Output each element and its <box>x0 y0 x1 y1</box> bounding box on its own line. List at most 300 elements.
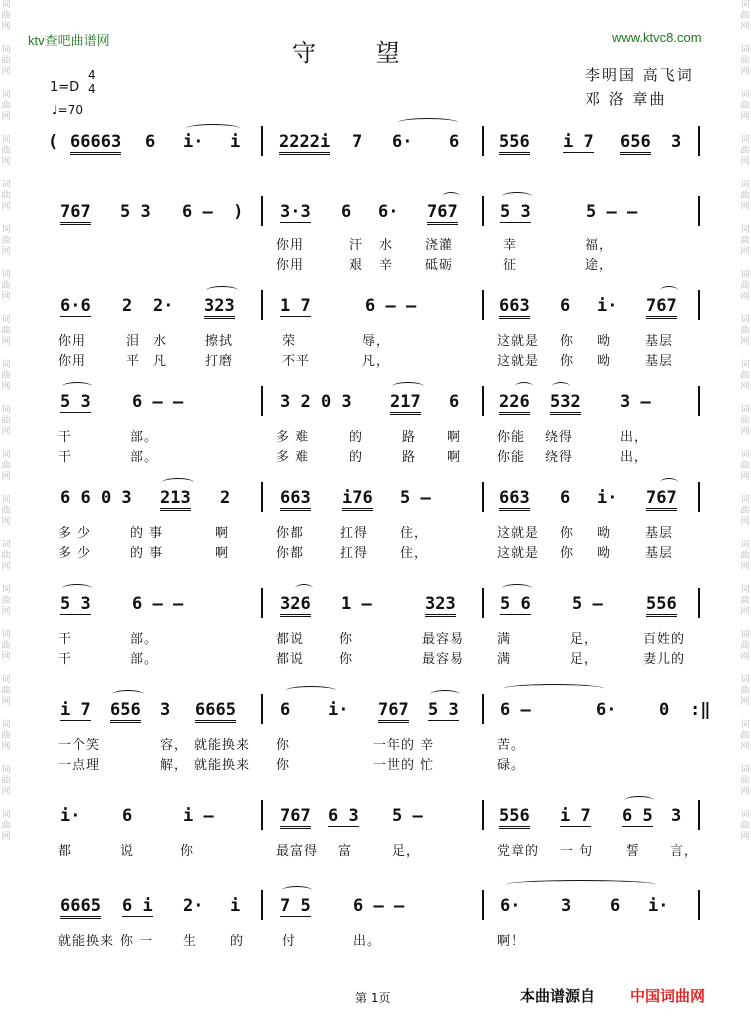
watermark-char: 网 <box>740 832 750 842</box>
watermark-char: 词 <box>740 630 750 640</box>
watermark-char: 曲 <box>740 686 750 696</box>
note-group: i 7 <box>560 806 591 826</box>
note-group: 6·6 <box>60 296 91 316</box>
lyric-2: 平 <box>126 354 141 369</box>
watermark-char: 曲 <box>740 236 750 246</box>
lyric-2: 部。 <box>130 450 159 465</box>
lyric-2: 不平 <box>282 354 311 369</box>
staff-row-8 <box>0 796 751 858</box>
note-group: 6 <box>560 296 571 316</box>
watermark-char: 词 <box>740 405 750 415</box>
tie-arc <box>552 382 570 391</box>
note-group: 2 <box>220 488 231 508</box>
note-group: 532 <box>550 392 581 415</box>
lyric-1: 辱， <box>362 334 391 349</box>
lyric-1: 就能换来 <box>58 934 115 949</box>
tie-arc <box>660 478 678 487</box>
composer-credit: 邓 洛 章曲 <box>585 90 667 108</box>
lyric-1: 付 <box>282 934 297 949</box>
watermark-char: 网 <box>1 157 11 167</box>
lyric-1: 多 少 <box>58 526 92 541</box>
watermark-char: 网 <box>1 22 11 32</box>
bar-line <box>698 196 700 226</box>
lyric-1: 苦。 <box>497 738 526 753</box>
lyric-1: 最富得 <box>276 844 319 859</box>
lyric-1: 的 事 <box>130 526 164 541</box>
watermark-char: 词 <box>1 315 11 325</box>
watermark-char: 词 <box>740 360 750 370</box>
lyric-1: 水 <box>379 238 394 253</box>
lyric-1: 都说 <box>276 632 305 647</box>
lyric-1: 足， <box>570 632 599 647</box>
note-group: 3 – <box>620 392 651 412</box>
tie-arc <box>112 690 144 699</box>
lyric-2: 你 <box>560 354 575 369</box>
lyric-1: 你 <box>180 844 195 859</box>
tie-arc <box>660 286 678 295</box>
bar-line <box>482 694 484 724</box>
note-group: 663 <box>499 488 530 511</box>
note-group: 1 – <box>341 594 372 614</box>
watermark-char: 曲 <box>740 281 750 291</box>
lyric-2: 凡 <box>153 354 168 369</box>
lyric-2: 你用 <box>58 354 87 369</box>
lyric-1: 一个笑 <box>58 738 101 753</box>
note-group: 556 <box>499 806 530 829</box>
watermark-char: 网 <box>740 697 750 707</box>
note-group: 6 <box>449 132 460 152</box>
watermark-char: 网 <box>740 607 750 617</box>
watermark-char: 词 <box>740 585 750 595</box>
lyric-1: 基层 <box>645 334 674 349</box>
watermark-char: 词 <box>740 135 750 145</box>
note-group: i76 <box>342 488 373 511</box>
lyric-1: 足， <box>392 844 421 859</box>
watermark-char: 曲 <box>740 821 750 831</box>
note-group: 6 – – <box>353 896 405 916</box>
watermark-char: 网 <box>1 67 11 77</box>
tie-arc <box>502 584 532 593</box>
lyric-1: 这就是 <box>497 334 540 349</box>
lyric-1: 啊 <box>447 430 462 445</box>
watermark-char: 网 <box>740 787 750 797</box>
watermark-char: 网 <box>740 337 750 347</box>
note-group: 2· <box>153 296 174 316</box>
watermark-char: 词 <box>740 270 750 280</box>
page-number: 第 1页 <box>355 991 391 1005</box>
note-group: i· <box>60 806 81 826</box>
bar-line <box>482 800 484 830</box>
lyric-1: 干 <box>58 430 73 445</box>
lyric-1: 一 句 <box>560 844 594 859</box>
site-name-left: ktv查吧曲谱网 <box>28 33 110 48</box>
lyric-1: 多 难 <box>276 430 310 445</box>
note-group: 663 <box>280 488 311 511</box>
staff-row-7 <box>0 690 751 773</box>
watermark-char: 曲 <box>740 416 750 426</box>
note-group: 767 <box>378 700 409 723</box>
watermark-char: 词 <box>1 450 11 460</box>
tie-arc <box>442 192 460 201</box>
watermark-char: 曲 <box>740 56 750 66</box>
note-group: 7 <box>352 132 363 152</box>
note-group: 6 3 <box>328 806 359 826</box>
lyric-1: 路 <box>402 430 417 445</box>
note-group: 767 <box>280 806 311 829</box>
time-signature-bottom: 4 <box>88 82 96 96</box>
staff-row-9 <box>0 886 751 948</box>
watermark-char: 曲 <box>1 191 11 201</box>
bar-line <box>698 800 700 830</box>
bar-line <box>482 482 484 512</box>
lyric-2: 部。 <box>130 652 159 667</box>
lyric-1: 容， <box>160 738 189 753</box>
bar-line <box>261 290 263 320</box>
bar-line <box>261 482 263 512</box>
watermark-char: 词 <box>740 720 750 730</box>
lyric-2: 途， <box>585 258 614 273</box>
watermark-char: 词 <box>740 540 750 550</box>
bar-line <box>482 126 484 156</box>
watermark-char: 词 <box>740 765 750 775</box>
lyric-2: 干 <box>58 652 73 667</box>
note-group: 6 – – <box>132 392 184 412</box>
lyric-1: 言， <box>670 844 699 859</box>
lyric-1: 党章的 <box>497 844 540 859</box>
watermark-char: 词 <box>1 270 11 280</box>
lyric-2: 你 <box>339 652 354 667</box>
time-signature-top: 4 <box>88 68 96 82</box>
staff-row-3 <box>0 286 751 369</box>
watermark-char: 词 <box>740 90 750 100</box>
lyric-1: 出， <box>620 430 649 445</box>
note-group: 5 – <box>392 806 423 826</box>
watermark-char: 曲 <box>740 461 750 471</box>
note-group: 66663 <box>70 132 121 155</box>
lyric-1: 你 <box>560 526 575 541</box>
bar-line <box>261 588 263 618</box>
note-group: 2· <box>183 896 204 916</box>
lyric-1: 呦 <box>597 334 612 349</box>
watermark-char: 网 <box>740 382 750 392</box>
watermark-char: 曲 <box>1 821 11 831</box>
watermark-char: 网 <box>1 292 11 302</box>
note-group: 6 – – <box>132 594 184 614</box>
watermark-char: 词 <box>1 585 11 595</box>
staff-row-1 <box>0 120 751 182</box>
lyric-2: 呦 <box>597 546 612 561</box>
watermark-char: 曲 <box>1 11 11 21</box>
lyric-1: 富 <box>338 844 353 859</box>
note-group: 6 <box>341 202 352 222</box>
watermark-char: 曲 <box>740 101 750 111</box>
watermark-char: 曲 <box>1 146 11 156</box>
staff-row-4 <box>0 382 751 465</box>
lyric-2: 征 <box>503 258 518 273</box>
lyric-2: 这就是 <box>497 354 540 369</box>
lyric-2: 你能 <box>497 450 526 465</box>
lyric-1: 福， <box>585 238 614 253</box>
lyric-2: 你都 <box>276 546 305 561</box>
note-group: 556 <box>499 132 530 155</box>
watermark-char: 词 <box>1 405 11 415</box>
lyric-1: 都 <box>58 844 73 859</box>
bar-line <box>261 386 263 416</box>
bar-line <box>698 890 700 920</box>
note-group: 1 7 <box>280 296 311 316</box>
note-group: i <box>230 896 241 916</box>
watermark-char: 网 <box>1 652 11 662</box>
note-group: 6 <box>610 896 621 916</box>
watermark-char: 网 <box>1 427 11 437</box>
tie-arc <box>162 478 194 487</box>
note-group: i· <box>183 132 204 152</box>
staff-row-5 <box>0 478 751 561</box>
lyric-2: 一点理 <box>58 758 101 773</box>
watermark-char: 曲 <box>1 596 11 606</box>
lyric-1: 你 <box>339 632 354 647</box>
staff-row-6 <box>0 584 751 667</box>
watermark-char: 词 <box>740 225 750 235</box>
note-group: 213 <box>160 488 191 511</box>
note-group: 323 <box>425 594 456 617</box>
lyric-2: 打磨 <box>205 354 234 369</box>
bar-line <box>482 386 484 416</box>
watermark-char: 网 <box>1 112 11 122</box>
tempo-mark: ♩=70 <box>52 103 83 117</box>
note-group: i· <box>597 488 618 508</box>
watermark-char: 网 <box>740 652 750 662</box>
note-group: 556 <box>646 594 677 617</box>
note-group: i 7 <box>563 132 594 152</box>
lyric-1: 百姓的 <box>643 632 686 647</box>
watermark-char: 词 <box>740 180 750 190</box>
watermark-char: 词 <box>1 765 11 775</box>
watermark-char: 曲 <box>1 101 11 111</box>
note-group: i 7 <box>60 700 91 720</box>
note-group: 3·3 <box>280 202 311 222</box>
source-label: 本曲谱源自 <box>520 987 596 1005</box>
lyric-2: 呦 <box>597 354 612 369</box>
lyric-1: 绕得 <box>545 430 574 445</box>
watermark-char: 曲 <box>740 191 750 201</box>
note-group: 5 – – <box>586 202 638 222</box>
watermark-char: 词 <box>740 45 750 55</box>
tie-arc <box>624 796 654 805</box>
note-group: 5 3 <box>60 392 91 412</box>
bar-line <box>261 126 263 156</box>
bar-line <box>261 800 263 830</box>
note-group: 217 <box>390 392 421 415</box>
tie-arc <box>392 382 424 391</box>
note-group: 6· <box>378 202 399 222</box>
note-group: 5 3 <box>60 594 91 614</box>
lyric-1: 干 <box>58 632 73 647</box>
watermark-char: 曲 <box>740 371 750 381</box>
watermark-char: 网 <box>1 787 11 797</box>
lyric-1: 住， <box>400 526 429 541</box>
watermark-char: 曲 <box>1 641 11 651</box>
lyric-1: 你 <box>276 738 291 753</box>
watermark-char: 曲 <box>740 731 750 741</box>
note-group: 767 <box>646 488 677 511</box>
lyric-1: 你 <box>560 334 575 349</box>
watermark-char: 网 <box>740 157 750 167</box>
note-group: 5 – <box>400 488 431 508</box>
lyric-2: 你 <box>276 758 291 773</box>
watermark-char: 词 <box>1 630 11 640</box>
note-group: 6 <box>560 488 571 508</box>
lyric-1: 生 <box>183 934 198 949</box>
bar-line <box>482 890 484 920</box>
lyric-1: 说 <box>120 844 135 859</box>
watermark-char: 曲 <box>1 326 11 336</box>
note-group: 6 – ) <box>182 202 244 222</box>
note-group: i· <box>597 296 618 316</box>
watermark-char: 网 <box>1 472 11 482</box>
watermark-char: 词 <box>1 360 11 370</box>
lyric-1: 的 <box>230 934 245 949</box>
watermark-char: 网 <box>740 562 750 572</box>
bar-line <box>698 290 700 320</box>
watermark-char: 词 <box>740 315 750 325</box>
watermark-char: 曲 <box>1 461 11 471</box>
watermark-char: 曲 <box>1 551 11 561</box>
lyric-2: 的 <box>349 450 364 465</box>
note-group: 6 <box>280 700 291 720</box>
watermark-char: 网 <box>740 247 750 257</box>
tie-arc <box>62 382 92 391</box>
watermark-char: 曲 <box>740 146 750 156</box>
bar-line <box>261 890 263 920</box>
note-group: 767 <box>427 202 458 225</box>
lyric-2: 解， <box>160 758 189 773</box>
bar-line <box>261 196 263 226</box>
watermark-char: 网 <box>1 202 11 212</box>
watermark-char: 词 <box>740 495 750 505</box>
lyric-2: 啊 <box>447 450 462 465</box>
note-group: 6 <box>122 806 133 826</box>
watermark-char: 曲 <box>740 776 750 786</box>
watermark-char: 网 <box>1 382 11 392</box>
watermark-char: 曲 <box>740 11 750 21</box>
note-group: i· <box>328 700 349 720</box>
watermark-char: 网 <box>740 742 750 752</box>
lyric-2: 足， <box>570 652 599 667</box>
watermark-char: 网 <box>1 832 11 842</box>
bar-line <box>482 196 484 226</box>
site-url-right: www.ktvc8.com <box>612 30 702 45</box>
lyric-1: 这就是 <box>497 526 540 541</box>
lyric-1: 浇灌 <box>425 238 454 253</box>
lyric-1: 水 <box>153 334 168 349</box>
note-group: 3 2 0 3 <box>280 392 352 412</box>
lyric-2: 干 <box>58 450 73 465</box>
watermark-char: 网 <box>740 202 750 212</box>
lyric-2: 多 难 <box>276 450 310 465</box>
note-group: 6· <box>596 700 617 720</box>
note-group: 7 5 <box>280 896 311 916</box>
note-group: 5 3 <box>500 202 531 222</box>
note-group: 3 <box>160 700 171 720</box>
lyric-1: 擦拭 <box>205 334 234 349</box>
staff-row-2 <box>0 190 751 273</box>
lyric-2: 你 <box>560 546 575 561</box>
watermark-char: 曲 <box>740 551 750 561</box>
lyric-1: 你都 <box>276 526 305 541</box>
note-group: 6 5 <box>622 806 653 826</box>
tie-arc <box>430 690 460 699</box>
bar-line <box>698 386 700 416</box>
watermark-char: 曲 <box>740 506 750 516</box>
bar-line <box>261 694 263 724</box>
watermark-char: 网 <box>740 517 750 527</box>
tie-arc <box>295 584 313 593</box>
tie-arc <box>186 124 240 133</box>
lyric-2: 满 <box>497 652 512 667</box>
note-group: 656 <box>110 700 141 723</box>
watermark-char: 网 <box>1 607 11 617</box>
watermark-char: 曲 <box>1 416 11 426</box>
watermark-char: 词 <box>1 540 11 550</box>
tie-arc <box>506 880 656 889</box>
lyric-1: 部。 <box>130 430 159 445</box>
note-group: 6 – <box>500 700 531 720</box>
note-group: 326 <box>280 594 311 617</box>
key-signature: 1=D <box>50 80 80 95</box>
watermark-char: 网 <box>1 697 11 707</box>
note-group: 6· <box>392 132 413 152</box>
watermark-char: 曲 <box>1 371 11 381</box>
note-group: 663 <box>499 296 530 319</box>
note-group: 6 <box>449 392 460 412</box>
lyric-1: 誓 <box>626 844 641 859</box>
lyric-1: 汗 <box>349 238 364 253</box>
tie-arc <box>398 118 458 127</box>
watermark-char: 词 <box>1 90 11 100</box>
lyric-1: 啊 <box>215 526 230 541</box>
note-group: 5 3 <box>120 202 151 222</box>
lyric-2: 基层 <box>645 546 674 561</box>
watermark-char: 网 <box>740 472 750 482</box>
lyricist-credit: 李明国 高飞词 <box>585 66 694 84</box>
lyric-1: 呦 <box>597 526 612 541</box>
lyric-1: 出。 <box>353 934 382 949</box>
note-group: 6 <box>145 132 156 152</box>
lyric-1: 荣 <box>282 334 297 349</box>
lyric-1: 你用 <box>276 238 305 253</box>
watermark-char: 词 <box>1 720 11 730</box>
note-group: i – <box>183 806 214 826</box>
note-group: 656 <box>620 132 651 155</box>
note-group: 6· <box>500 896 521 916</box>
lyric-1: 幸 <box>503 238 518 253</box>
tie-arc <box>62 584 92 593</box>
note-group: 6665 <box>60 896 101 919</box>
note-group: ( <box>48 132 59 152</box>
watermark-char: 网 <box>1 337 11 347</box>
lyric-2: 的 事 <box>130 546 164 561</box>
watermark-char: 曲 <box>740 596 750 606</box>
watermark-char: 网 <box>740 112 750 122</box>
watermark-char: 网 <box>740 427 750 437</box>
watermark-char: 词 <box>1 0 11 10</box>
watermark-char: 词 <box>1 675 11 685</box>
note-group: 6665 <box>195 700 236 723</box>
watermark-char: 词 <box>1 135 11 145</box>
watermark-char: 曲 <box>1 776 11 786</box>
lyric-2: 就能换来 <box>194 758 251 773</box>
